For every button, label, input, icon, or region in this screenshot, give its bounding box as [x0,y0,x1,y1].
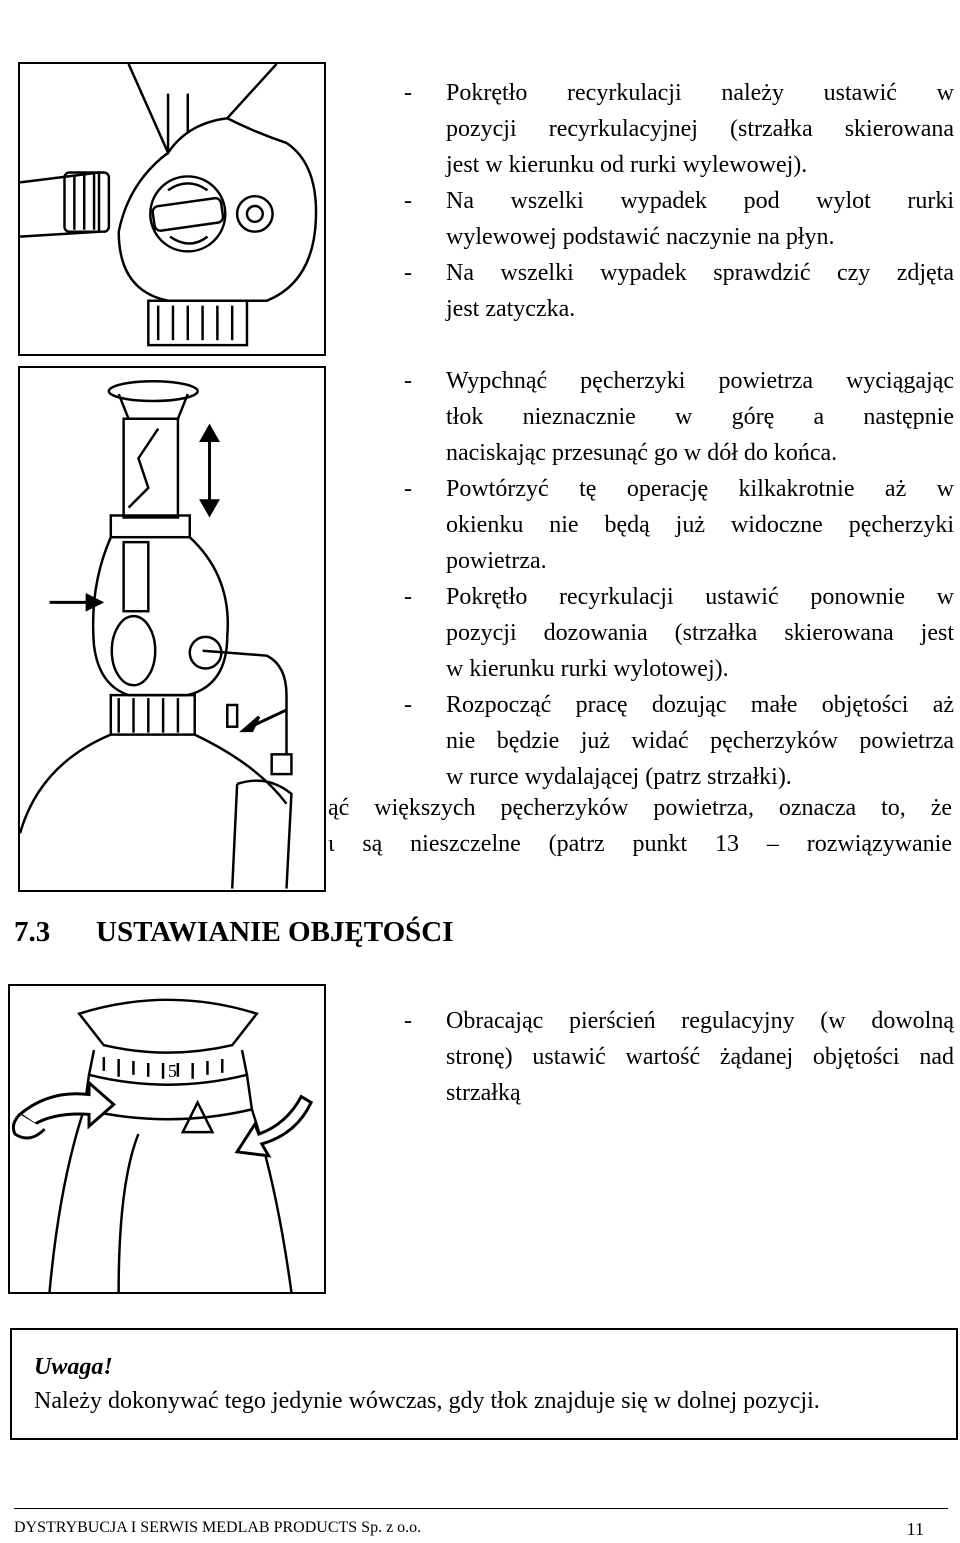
text-line: strzałką [446,1080,521,1106]
list-item [404,1003,954,1111]
text-line: pozycji dozowania (strzałka skierowana jest [446,620,954,646]
page-footer [14,1508,948,1540]
text-line: Wypchnąć pęcherzyki powietrza wyciągając [446,368,954,394]
recirculation-instructions [404,75,954,327]
dispenser-purge-illustration [20,368,324,890]
text-line: pozycji recyrkulacyjnej (strzałka skierowana [446,116,954,142]
bullet-dash: - [404,476,412,502]
text-line: Pokrętło recyrkulacji ustawić ponownie w [446,584,954,610]
text-line: jest zatyczka. [446,296,576,322]
bullet-dash: - [404,584,412,610]
text-line: Powtórzyć tę operację kilkakrotnie aż w [446,476,954,502]
bullet-dash: - [404,1008,412,1034]
text-line: naciskając przesunąć go w dół do końca. [446,440,838,466]
text-line: Pokrętło recyrkulacji należy ustawić w [446,80,954,106]
text-line: powietrza. [446,548,547,574]
text-line: Obracając pierścień regulacyjny (w dowolną [446,1008,954,1034]
dial-mark-5: 5 [167,1060,177,1081]
text-line: okienku nie będą już widoczne pęcherzyki [446,512,954,538]
text-line: wylewowej podstawić naczynie na płyn. [446,224,835,250]
cut-off-text [328,790,952,862]
warning-note [10,1328,958,1440]
list-item [404,687,954,795]
list-item [404,255,954,327]
text-line: Rozpocząć pracę dozując małe objętości aż [446,692,954,718]
bullet-dash: - [404,692,412,718]
list-item [404,183,954,255]
footer-company: DYSTRYBUCJA I SERWIS MEDLAB PRODUCTS Sp. z o.o. [14,1519,422,1536]
text-line: jest w kierunku od rurki wylewowej). [446,152,808,178]
bullet-dash: - [404,260,412,286]
section-heading [14,916,454,949]
bullet-dash: - [404,368,412,394]
text-line: ąć większych pęcherzyków powietrza, oznacza to, że [328,795,952,821]
section-number: 7.3 [14,916,51,948]
bullet-dash: - [404,188,412,214]
purge-instructions [404,363,954,795]
text-line: Na wszelki wypadek pod wylot rurki [446,188,954,214]
note-title: Uwaga! [34,1354,113,1380]
text-line: tłok nieznacznie w górę a następnie [446,404,954,430]
figure-dispenser-purge [18,366,326,892]
volume-ring-illustration [10,986,324,1292]
list-item [404,363,954,471]
text-line: nie będzie już widać pęcherzyków powietrza [446,728,954,754]
text-line: w kierunku rurki wylotowej). [446,656,729,682]
list-item [404,579,954,687]
list-item [404,471,954,579]
note-text: Należy dokonywać tego jedynie wówczas, gdy tłok znajduje się w dolnej pozycji. [34,1388,820,1414]
text-line: stronę) ustawić wartość żądanej objętości nad [446,1044,954,1070]
recirculation-valve-illustration [20,64,324,354]
text-line: Na wszelki wypadek sprawdzić czy zdjęta [446,260,954,286]
text-line: ι są nieszczelne (patrz punkt 13 – rozwiązywanie [328,831,952,857]
section-title: USTAWIANIE OBJĘTOŚCI [96,916,454,948]
page-number: 11 [906,1519,924,1539]
text-line: w rurce wydalającej (patrz strzałki). [446,764,792,790]
figure-recirculation-valve [18,62,326,356]
volume-instructions [404,1003,954,1111]
list-item [404,75,954,183]
figure-volume-ring [8,984,326,1294]
bullet-dash: - [404,80,412,106]
